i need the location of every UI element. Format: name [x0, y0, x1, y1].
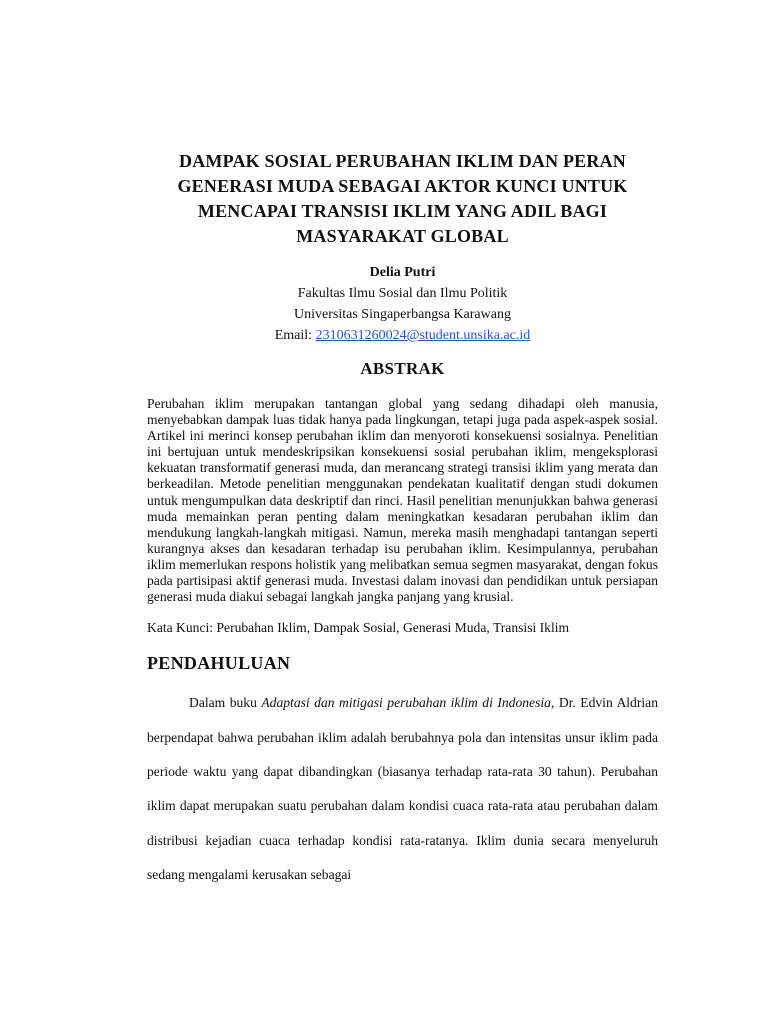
keywords-line	[147, 619, 658, 636]
university: Universitas Singaperbangsa Karawang	[294, 307, 511, 322]
faculty: Fakultas Ilmu Sosial dan Ilmu Politik	[297, 286, 508, 301]
title-line-4: MASYARAKAT GLOBAL	[296, 226, 509, 246]
introduction-heading: PENDAHULUAN	[147, 653, 291, 674]
intro-text-rest: Dr. Edvin Aldrian berpendapat bahwa perubahan iklim adalah berubahnya pola dan intensitas unsur iklim pada periode waktu yang dapat dibandingkan (biasanya terhadap rata-rata 30 tahun). Perubahan iklim dapat merupakan suatu perubahan dalam kondisi cuaca rata-rata atau perubahan dalam distribusi kejadian cuaca terhadap kondisi rata-ratanya. Iklim dunia secara menyeluruh sedang mengalami kerusakan sebagai	[147, 695, 658, 883]
keywords-label: Kata Kunci:	[147, 620, 214, 636]
intro-text-start: Dalam buku	[189, 695, 262, 711]
paper-title	[147, 149, 658, 249]
author-name: Delia Putri	[369, 265, 436, 280]
title-line-1: DAMPAK SOSIAL PERUBAHAN IKLIM DAN PERAN	[179, 151, 626, 171]
email-line	[147, 325, 658, 346]
abstract-text: Perubahan iklim merupakan tantangan global yang sedang dihadapi oleh manusia, menyebabkan dampak luas tidak hanya pada lingkungan, tetapi juga pada aspek-aspek sosial. Artikel ini merinci konsep perubahan iklim dan menyoroti konsekuensi sosialnya. Penelitian ini bertujuan untuk mendeskripsikan konsekuensi sosial perubahan iklim, mengeksplorasi kekuatan transformatif generasi muda, dan merancang strategi transisi iklim yang merata dan berkeadilan. Metode penelitian menggunakan pendekatan kualitatif dengan studi dokumen untuk mengumpulkan data deskriptif dan rinci. Hasil penelitian menunjukkan bahwa generasi muda memainkan peran penting dalam meningkatkan kesadaran perubahan iklim dan mendukung langkah-langkah mitigasi. Namun, mereka masih menghadapi tantangan seperti kurangnya akses dan kesadaran terhadap isu perubahan iklim. Kesimpulannya, perubahan iklim memerlukan respons holistik yang melibatkan semua segmen masyarakat, dengan fokus pada partisipasi aktif generasi muda. Investasi dalam inovasi dan pendidikan untuk persiapan generasi muda diakui sebagai langkah jangka panjang yang krusial.	[147, 396, 658, 605]
title-line-2: GENERASI MUDA SEBAGAI AKTOR KUNCI UNTUK	[177, 176, 628, 196]
introduction-paragraph	[147, 686, 658, 892]
abstract-heading: ABSTRAK	[360, 359, 445, 378]
email-link[interactable]: 2310631260024@student.unsika.ac.id	[315, 328, 531, 343]
email-label: Email:	[274, 328, 313, 343]
book-title: Adaptasi dan mitigasi perubahan iklim di Indonesia,	[261, 695, 555, 711]
title-line-3: MENCAPAI TRANSISI IKLIM YANG ADIL BAGI	[197, 201, 608, 221]
keywords-list: Perubahan Iklim, Dampak Sosial, Generasi Muda, Transisi Iklim	[216, 620, 570, 636]
